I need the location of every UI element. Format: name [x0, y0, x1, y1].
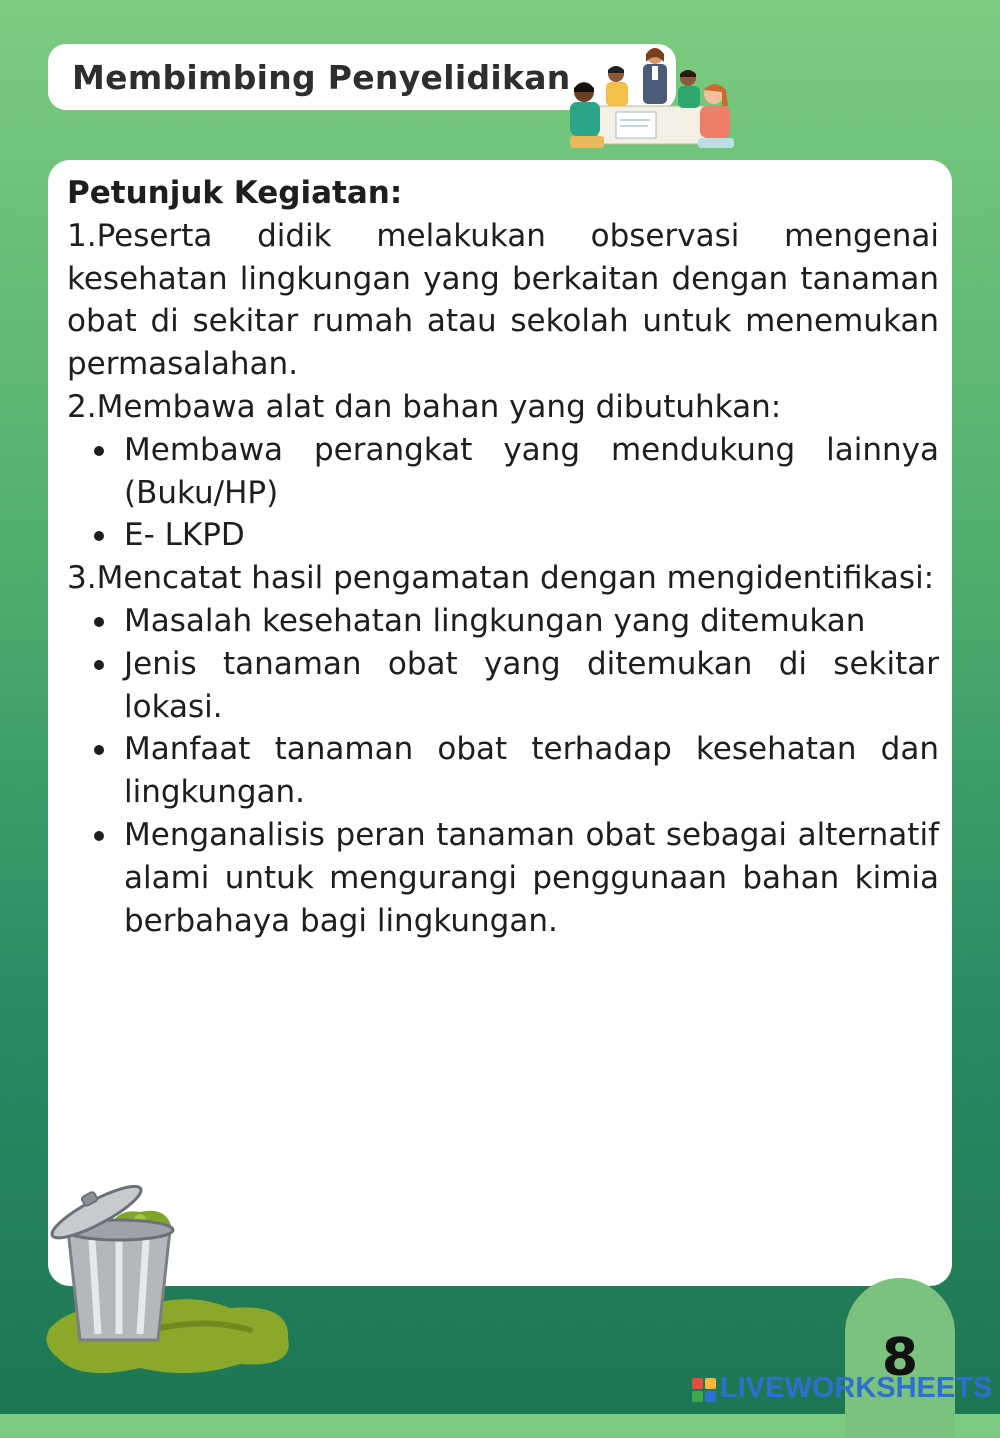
- instruction-item-2-list: [67, 429, 939, 557]
- instruction-item-3: 3.Mencatat hasil pengamatan dengan mengidentifikasi:: [67, 560, 935, 597]
- list-item-text: Manfaat tanaman obat terhadap kesehatan dan lingkungan.: [124, 731, 939, 811]
- bullet-icon: [94, 660, 104, 670]
- instructions-heading: Petunjuk Kegiatan:: [67, 175, 403, 211]
- list-item-text: Menganalisis peran tanaman obat sebagai alternatif alami untuk mengurangi penggunaan bahan kimia berbahaya bagi lingkungan.: [124, 816, 939, 939]
- list-item: [67, 814, 939, 942]
- page-number-tab: [845, 1278, 955, 1438]
- list-item: [67, 600, 939, 643]
- list-item-text: Membawa perangkat yang mendukung lainnya (Buku/HP): [124, 431, 939, 511]
- watermark-text: LIVEWORKSHEETS: [720, 1372, 993, 1404]
- bullet-icon: [94, 617, 104, 627]
- instruction-item-2: 2.Membawa alat dan bahan yang dibutuhkan:: [67, 388, 782, 425]
- list-item: [67, 728, 939, 814]
- bullet-icon: [94, 446, 104, 456]
- instruction-item-3-list: [67, 600, 939, 942]
- page-title: Membimbing Penyelidikan: [72, 58, 571, 97]
- teacher-and-students-illustration: [558, 40, 738, 152]
- instructions-content: [67, 172, 939, 942]
- bullet-icon: [94, 745, 104, 755]
- list-item: [67, 643, 939, 729]
- page-number: 8: [881, 1328, 919, 1388]
- instructions-card: [48, 160, 952, 1286]
- list-item: [67, 514, 939, 557]
- list-item-text: Jenis tanaman obat yang ditemukan di sekitar lokasi.: [124, 645, 939, 725]
- list-item-text: E- LKPD: [124, 517, 245, 554]
- list-item-text: Masalah kesehatan lingkungan yang ditemukan: [124, 602, 866, 639]
- list-item: [67, 429, 939, 515]
- overflowing-trash-can-icon: [40, 1168, 300, 1388]
- liveworksheets-logo-icon: [692, 1378, 716, 1402]
- instruction-item-1: 1.Peserta didik melakukan observasi mengenai kesehatan lingkungan yang berkaitan dengan tanaman obat di sekitar rumah atau sekolah untuk menemukan permasalahan.: [67, 217, 939, 383]
- bullet-icon: [94, 531, 104, 541]
- bullet-icon: [94, 831, 104, 841]
